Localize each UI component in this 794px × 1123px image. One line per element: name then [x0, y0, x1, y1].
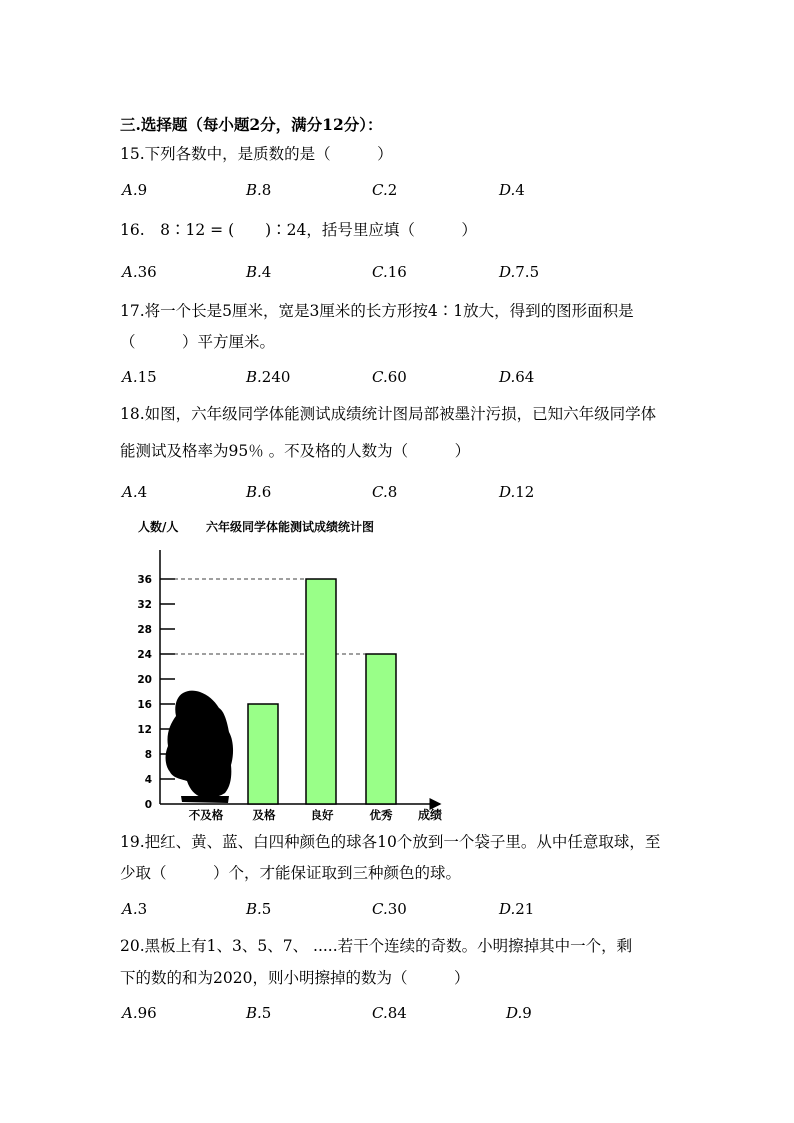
- question-19-stem-line1: 19.把红、黄、蓝、白四种颜色的球各10个放到一个袋子里。从中任意取球，至: [120, 833, 661, 851]
- option-d[interactable]: [499, 485, 534, 500]
- option-a[interactable]: [122, 902, 147, 917]
- option-a[interactable]: [122, 1006, 157, 1021]
- option-value: 21: [515, 900, 535, 918]
- x-category-label: 优秀: [369, 808, 393, 822]
- y-tick-label: 12: [137, 724, 152, 736]
- option-value: 4: [137, 483, 148, 501]
- option-value: 96: [137, 1004, 157, 1022]
- question-16-stem: 16. 8∶12 = ( )∶24，括号里应填（ ）: [120, 221, 477, 239]
- ink-smudge: [181, 796, 229, 803]
- bar-3: [366, 654, 396, 804]
- option-letter: D.: [506, 1004, 523, 1022]
- y-tick-label: 24: [137, 649, 152, 661]
- question-20-stem-line1: 20.黑板上有1、3、5、7、 .....若干个连续的奇数。小明擦掉其中一个，剩: [120, 937, 633, 955]
- y-tick-label: 4: [144, 774, 152, 786]
- question-18-stem-line2: 能测试及格率为95％ 。不及格的人数为（ ）: [120, 442, 471, 460]
- option-letter: B.: [246, 900, 262, 918]
- option-b[interactable]: [246, 902, 271, 917]
- option-value: 5: [261, 1004, 272, 1022]
- y-tick-label: 20: [137, 674, 152, 686]
- option-b[interactable]: [246, 265, 271, 280]
- bar-1: [248, 704, 278, 804]
- x-category-label: 良好: [310, 808, 334, 822]
- y-tick-label: 36: [137, 574, 152, 586]
- option-c[interactable]: [372, 485, 397, 500]
- question-15-stem: 15.下列各数中，是质数的是（ ）: [120, 145, 393, 163]
- option-letter: B.: [246, 181, 262, 199]
- option-c[interactable]: [372, 265, 407, 280]
- option-value: 6: [261, 483, 272, 501]
- option-value: 240: [261, 368, 291, 386]
- option-letter: B.: [246, 483, 262, 501]
- question-18-stem-line1: 18.如图，六年级同学体能测试成绩统计图局部被墨汁污损，已知六年级同学体: [120, 405, 657, 423]
- chart-xlabel: 成绩: [418, 808, 443, 822]
- y-tick-label: 0: [144, 799, 152, 811]
- option-d[interactable]: [499, 902, 534, 917]
- option-value: 84: [387, 1004, 407, 1022]
- option-value: 3: [137, 900, 148, 918]
- option-a[interactable]: [122, 183, 147, 198]
- option-letter: B.: [246, 263, 262, 281]
- option-value: 9: [137, 181, 148, 199]
- question-17-stem-line2: （ ）平方厘米。: [120, 333, 276, 351]
- option-letter: D.: [499, 900, 516, 918]
- option-value: 30: [387, 900, 407, 918]
- option-letter: C.: [372, 483, 388, 501]
- option-value: 4: [261, 263, 272, 281]
- y-tick-label: 16: [137, 699, 152, 711]
- option-value: 5: [261, 900, 272, 918]
- chart-ylabel: 人数/人: [138, 520, 179, 534]
- option-a[interactable]: [122, 265, 157, 280]
- option-b[interactable]: [246, 370, 290, 385]
- option-value: 7.5: [515, 263, 540, 281]
- option-letter: A.: [122, 1004, 138, 1022]
- option-a[interactable]: [122, 370, 157, 385]
- option-letter: A.: [122, 181, 138, 199]
- option-a[interactable]: [122, 485, 147, 500]
- option-value: 36: [137, 263, 157, 281]
- option-c[interactable]: [372, 183, 397, 198]
- option-b[interactable]: [246, 183, 271, 198]
- question-19-stem-line2: 少取（ ）个，才能保证取到三种颜色的球。: [120, 864, 462, 882]
- option-value: 8: [261, 181, 272, 199]
- option-value: 60: [387, 368, 407, 386]
- option-value: 16: [387, 263, 407, 281]
- option-letter: C.: [372, 263, 388, 281]
- option-letter: D.: [499, 181, 516, 199]
- y-tick-label: 28: [137, 624, 152, 636]
- option-value: 64: [515, 368, 535, 386]
- option-c[interactable]: [372, 902, 407, 917]
- option-d[interactable]: [499, 265, 539, 280]
- option-value: 9: [522, 1004, 532, 1022]
- option-value: 4: [515, 181, 525, 199]
- option-letter: B.: [246, 368, 262, 386]
- question-17-stem-line1: 17.将一个长是5厘米，宽是3厘米的长方形按4∶1放大，得到的图形面积是: [120, 302, 634, 320]
- option-letter: A.: [122, 368, 138, 386]
- bar-chart: [0, 510, 794, 825]
- x-category-label: 不及格: [188, 808, 224, 822]
- option-b[interactable]: [246, 1006, 271, 1021]
- option-letter: C.: [372, 1004, 388, 1022]
- option-letter: B.: [246, 1004, 262, 1022]
- question-20-stem-line2: 下的数的和为2020，则小明擦掉的数为（ ）: [120, 969, 470, 987]
- option-c[interactable]: [372, 370, 407, 385]
- option-letter: A.: [122, 483, 138, 501]
- option-letter: A.: [122, 900, 138, 918]
- option-value: 2: [387, 181, 398, 199]
- option-c[interactable]: [372, 1006, 407, 1021]
- option-b[interactable]: [246, 485, 271, 500]
- option-letter: D.: [499, 483, 516, 501]
- option-d[interactable]: [499, 370, 534, 385]
- option-letter: C.: [372, 900, 388, 918]
- option-d[interactable]: [506, 1006, 532, 1021]
- option-d[interactable]: [499, 183, 525, 198]
- chart-title: 六年级同学体能测试成绩统计图: [206, 520, 375, 534]
- bar-2: [306, 579, 336, 804]
- x-category-label: 及格: [252, 808, 276, 822]
- option-letter: D.: [499, 263, 516, 281]
- section-title: 三.选择题（每小题2分，满分12分）：: [120, 115, 383, 134]
- option-letter: C.: [372, 181, 388, 199]
- option-letter: D.: [499, 368, 516, 386]
- option-letter: A.: [122, 263, 138, 281]
- option-value: 8: [387, 483, 398, 501]
- option-value: 12: [515, 483, 535, 501]
- y-tick-label: 8: [144, 749, 152, 761]
- y-tick-label: 32: [137, 599, 152, 611]
- ink-blot: [166, 691, 234, 798]
- option-letter: C.: [372, 368, 388, 386]
- option-value: 15: [137, 368, 157, 386]
